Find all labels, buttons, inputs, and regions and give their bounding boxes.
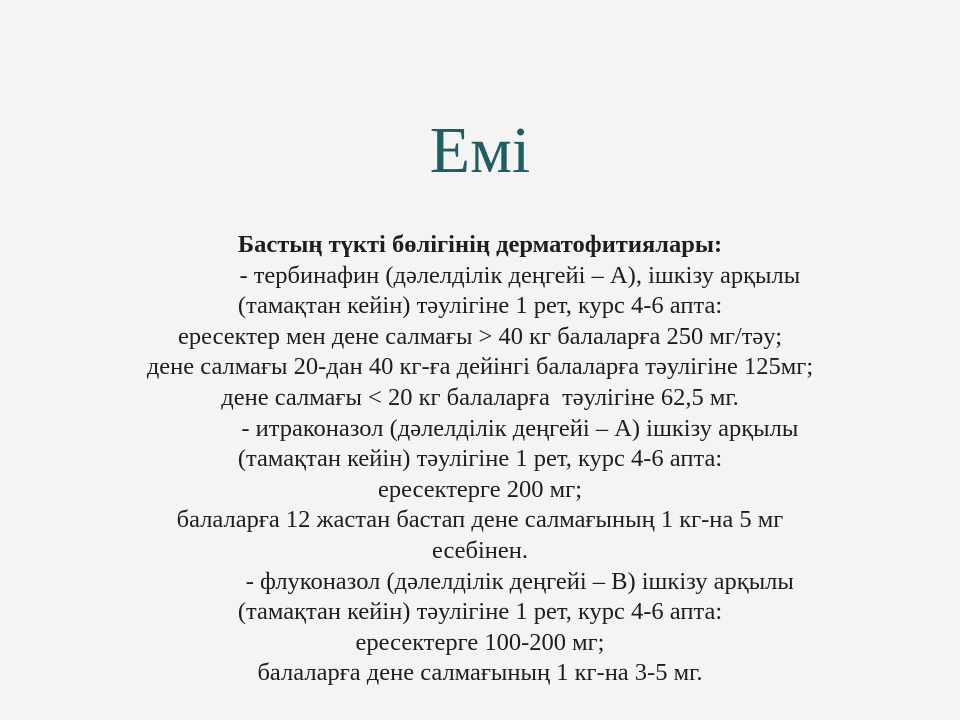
body-line: ересектерге 200 мг;	[377, 475, 583, 503]
body-line: балаларға дене салмағының 1 кг-на 3-5 мг.	[257, 659, 703, 687]
body-line: - тербинафин (дәлелділік деңгейі – А), ішкізу арқылы	[159, 261, 801, 289]
body-line: балаларға 12 жастан бастап дене салмағының 1 кг-на 5 мг	[176, 506, 784, 534]
body-line: дене салмағы < 20 кг балаларға тәулігіне 62,5 мг.	[221, 383, 739, 411]
body-line: ересектерге 100-200 мг;	[355, 628, 605, 656]
body-line: (тамақтан кейін) тәулігіне 1 рет, курс 4-6 апта:	[237, 292, 723, 320]
body-line: дене салмағы 20-дан 40 кг-ға дейінгі балаларға тәулігіне 125мг;	[146, 353, 814, 381]
body-line: - итраконазол (дәлелділік деңгейі – А) ішкізу арқылы	[161, 414, 799, 442]
slide-title: Емі	[429, 114, 531, 187]
body-line: (тамақтан кейін) тәулігіне 1 рет, курс 4-6 апта:	[237, 598, 723, 626]
body-line: - флуконазол (дәлелділік деңгейі – В) ішкізу арқылы	[166, 567, 794, 595]
body-line: (тамақтан кейін) тәулігіне 1 рет, курс 4-6 апта:	[237, 445, 723, 473]
body-line: есебінен.	[431, 536, 529, 564]
body-line: ересектер мен дене салмағы > 40 кг балаларға 250 мг/тәу;	[177, 322, 783, 350]
slide-body	[0, 230, 960, 689]
body-heading: Бастың түкті бөлігінің дерматофитиялары:	[237, 231, 723, 258]
